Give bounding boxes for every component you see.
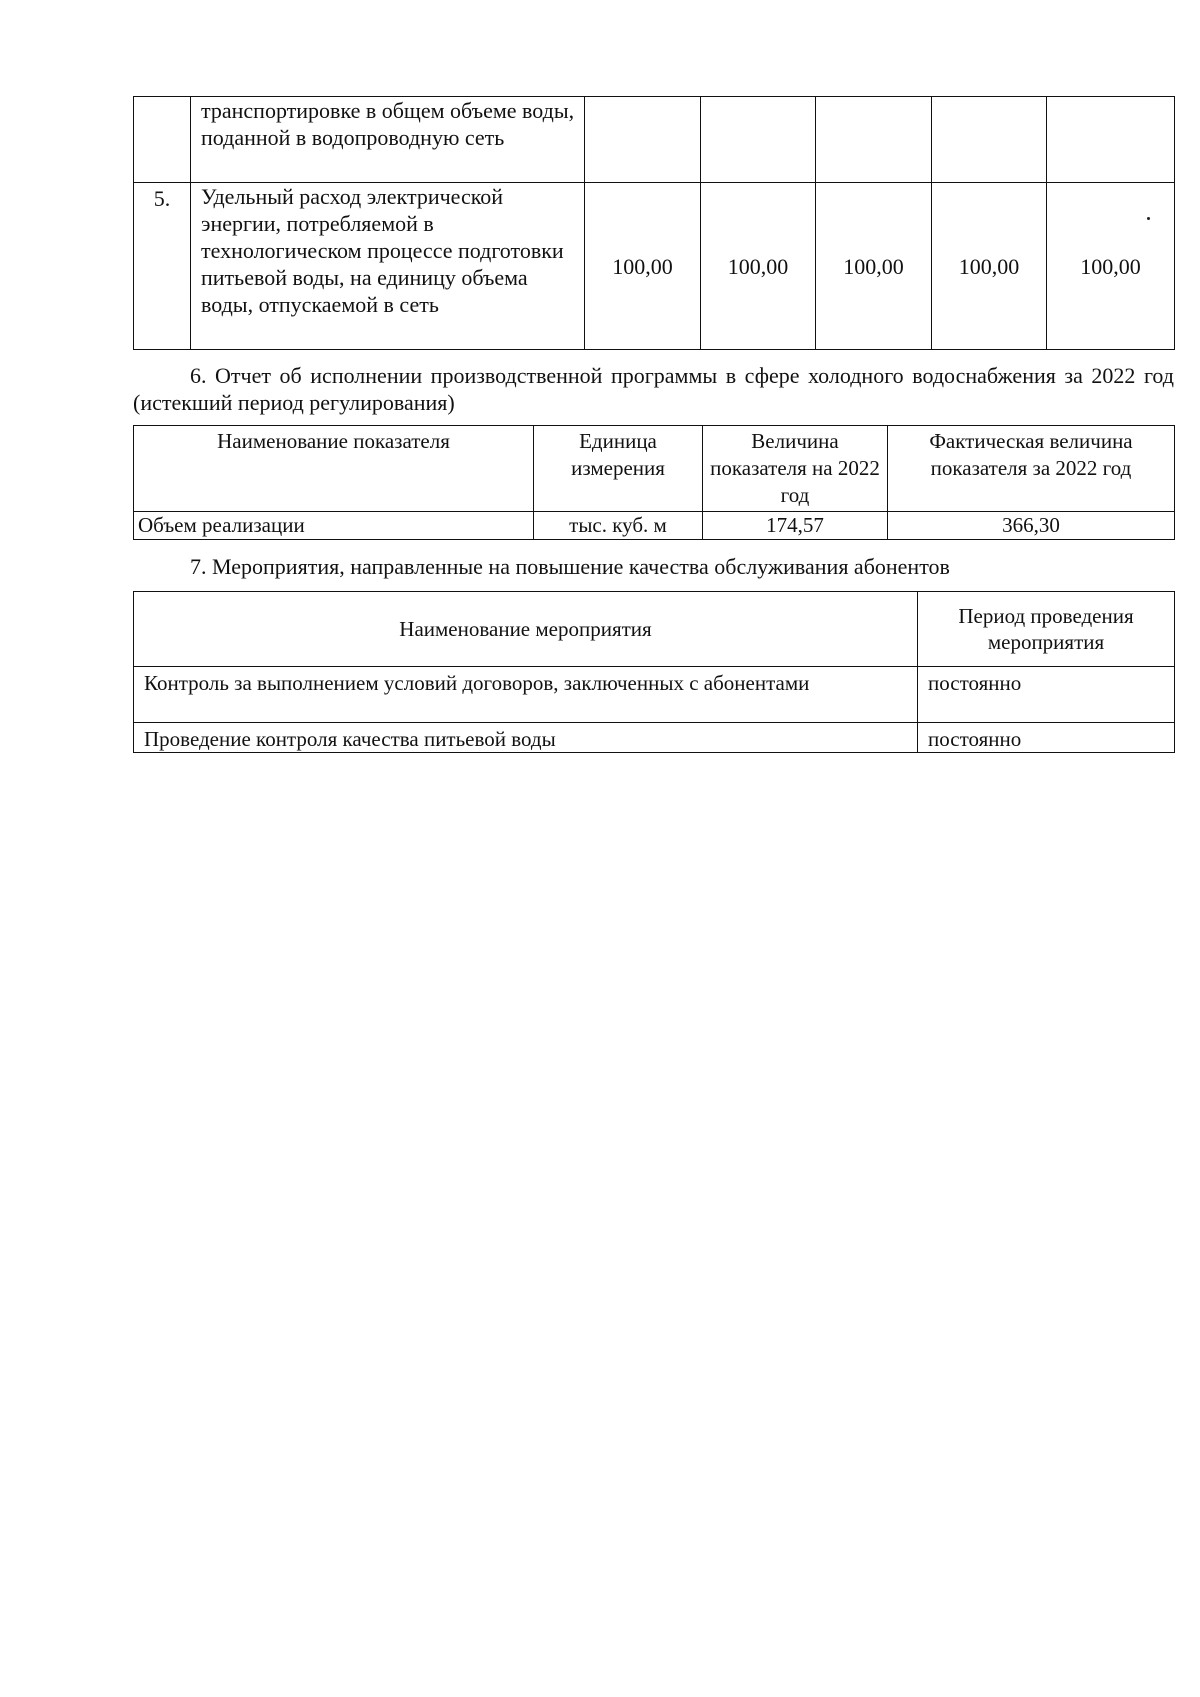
unit: тыс. куб. м [534, 512, 703, 540]
table-header-row [134, 592, 1175, 667]
column-header: Наименование показателя [134, 426, 534, 512]
scan-speck [1147, 217, 1150, 220]
column-header: Период проведения мероприятия [918, 592, 1175, 667]
column-header: Единица измерения [534, 426, 703, 512]
table-row [134, 723, 1175, 753]
indicator-value [816, 97, 932, 183]
measure-name: Контроль за выполнением условий договоров, заключенных с абонентами [134, 667, 918, 723]
indicator-value [585, 97, 701, 183]
report-table [133, 425, 1175, 540]
measure-period: постоянно [918, 723, 1175, 753]
planned-value: 174,57 [703, 512, 888, 540]
indicator-name: транспортировке в общем объеме воды, поданной в водопроводную сеть [191, 97, 585, 183]
measure-period: постоянно [918, 667, 1175, 723]
table-header-row [134, 426, 1175, 512]
measures-table [133, 591, 1175, 753]
column-header: Фактическая величина показателя за 2022 год [888, 426, 1175, 512]
column-header: Наименование мероприятия [134, 592, 918, 667]
table-row [134, 183, 1175, 350]
indicator-name: Объем реализации [134, 512, 534, 540]
indicator-value [932, 97, 1047, 183]
indicator-value: 100,00 [1080, 253, 1141, 279]
indicator-value [701, 97, 816, 183]
indicator-name: Удельный расход электрической энергии, потребляемой в технологическом процессе подготовки питьевой воды, на единицу объема воды, отпускаемой в сеть [191, 183, 585, 350]
indicator-value: 100,00 [585, 183, 701, 350]
measure-name: Проведение контроля качества питьевой воды [134, 723, 918, 753]
actual-value: 366,30 [888, 512, 1175, 540]
indicator-value [1047, 97, 1175, 183]
row-number [134, 97, 191, 183]
table-row [134, 97, 1175, 183]
indicator-value: 100,00 [816, 183, 932, 350]
table-row [134, 667, 1175, 723]
indicator-value-cell [1047, 183, 1175, 350]
section-6-heading: 6. Отчет об исполнении производственной программы в сфере холодного водоснабжения за 2022 год (истекший период регулирования) [133, 363, 1174, 415]
indicator-value: 100,00 [701, 183, 816, 350]
indicator-value: 100,00 [932, 183, 1047, 350]
indicators-table [133, 96, 1175, 350]
row-number: 5. [134, 183, 191, 350]
section-7-heading: 7. Мероприятия, направленные на повышение качества обслуживания абонентов [190, 554, 950, 579]
column-header: Величина показателя на 2022 год [703, 426, 888, 512]
table-row [134, 512, 1175, 540]
